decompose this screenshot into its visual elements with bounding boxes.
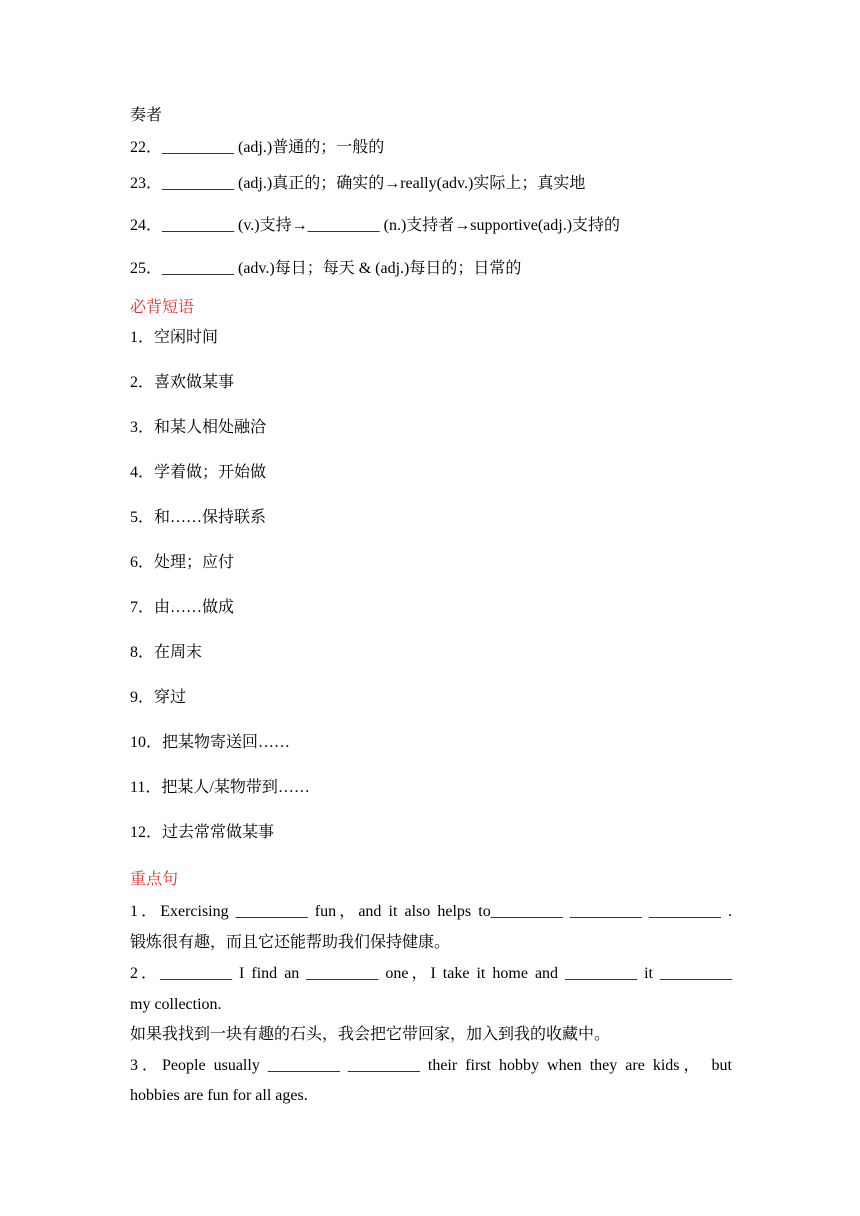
vocab-number: 22: [130, 139, 146, 156]
vocab-item-24: [130, 216, 620, 236]
phrase-item-3: 3．和某人相处融洽: [130, 419, 267, 436]
phrase-item-11: 11．把某人/某物带到……: [130, 779, 310, 796]
sentence-2-english-line-1: 2．_________ I find an _________ one，I take it home and _________ it _________: [130, 965, 732, 982]
vocab-text: ．_________ (v.)支持→_________ (n.)支持者→supportive(adj.)支持的: [146, 217, 621, 234]
sentence-1-chinese: 锻炼很有趣，而且它还能帮助我们保持健康。: [130, 934, 451, 951]
phrase-item-9: 9．穿过: [130, 689, 187, 706]
vocab-text: ．_________ (adj.)真正的；确实的→really(adv.)实际上；真实地: [146, 175, 586, 192]
vocab-tail-text: 奏者: [130, 107, 163, 124]
phrase-item-4: 4．学着做；开始做: [130, 464, 267, 481]
vocab-item-22: [130, 138, 384, 158]
vocab-text: ．_________ (adv.)每日；每天 & (adj.)每日的；日常的: [146, 260, 522, 277]
phrases-heading: 必背短语: [130, 299, 195, 316]
sentence-2-english-line-2: my collection.: [130, 996, 222, 1013]
phrase-item-8: 8．在周末: [130, 644, 203, 661]
vocab-text: ．_________ (adj.)普通的；一般的: [146, 139, 385, 156]
sentences-heading: 重点句: [130, 871, 179, 888]
phrase-item-6: 6．处理；应付: [130, 554, 235, 571]
sentence-2-chinese: 如果我找到一块有趣的石头，我会把它带回家，加入到我的收藏中。: [130, 1026, 611, 1043]
phrase-item-10: 10．把某物寄送回……: [130, 734, 291, 751]
phrase-item-1: 1．空闲时间: [130, 329, 219, 346]
vocab-number: 25: [130, 260, 146, 277]
phrase-item-7: 7．由……做成: [130, 599, 235, 616]
vocab-item-23: [130, 174, 585, 194]
phrase-item-5: 5．和……保持联系: [130, 509, 267, 526]
vocab-number: 23: [130, 175, 146, 192]
sentence-3-english-line-2: hobbies are fun for all ages.: [130, 1087, 308, 1104]
phrase-item-2: 2．喜欢做某事: [130, 374, 235, 391]
sentence-3-english-line-1: 3．People usually _________ _________ their first hobby when they are kids， but: [130, 1057, 732, 1074]
sentence-1-english: 1．Exercising _________ fun，and it also helps to_________ _________ _________ .: [130, 903, 732, 920]
vocab-item-25: [130, 259, 521, 279]
phrase-item-12: 12．过去常常做某事: [130, 824, 275, 841]
vocab-number: 24: [130, 217, 146, 234]
